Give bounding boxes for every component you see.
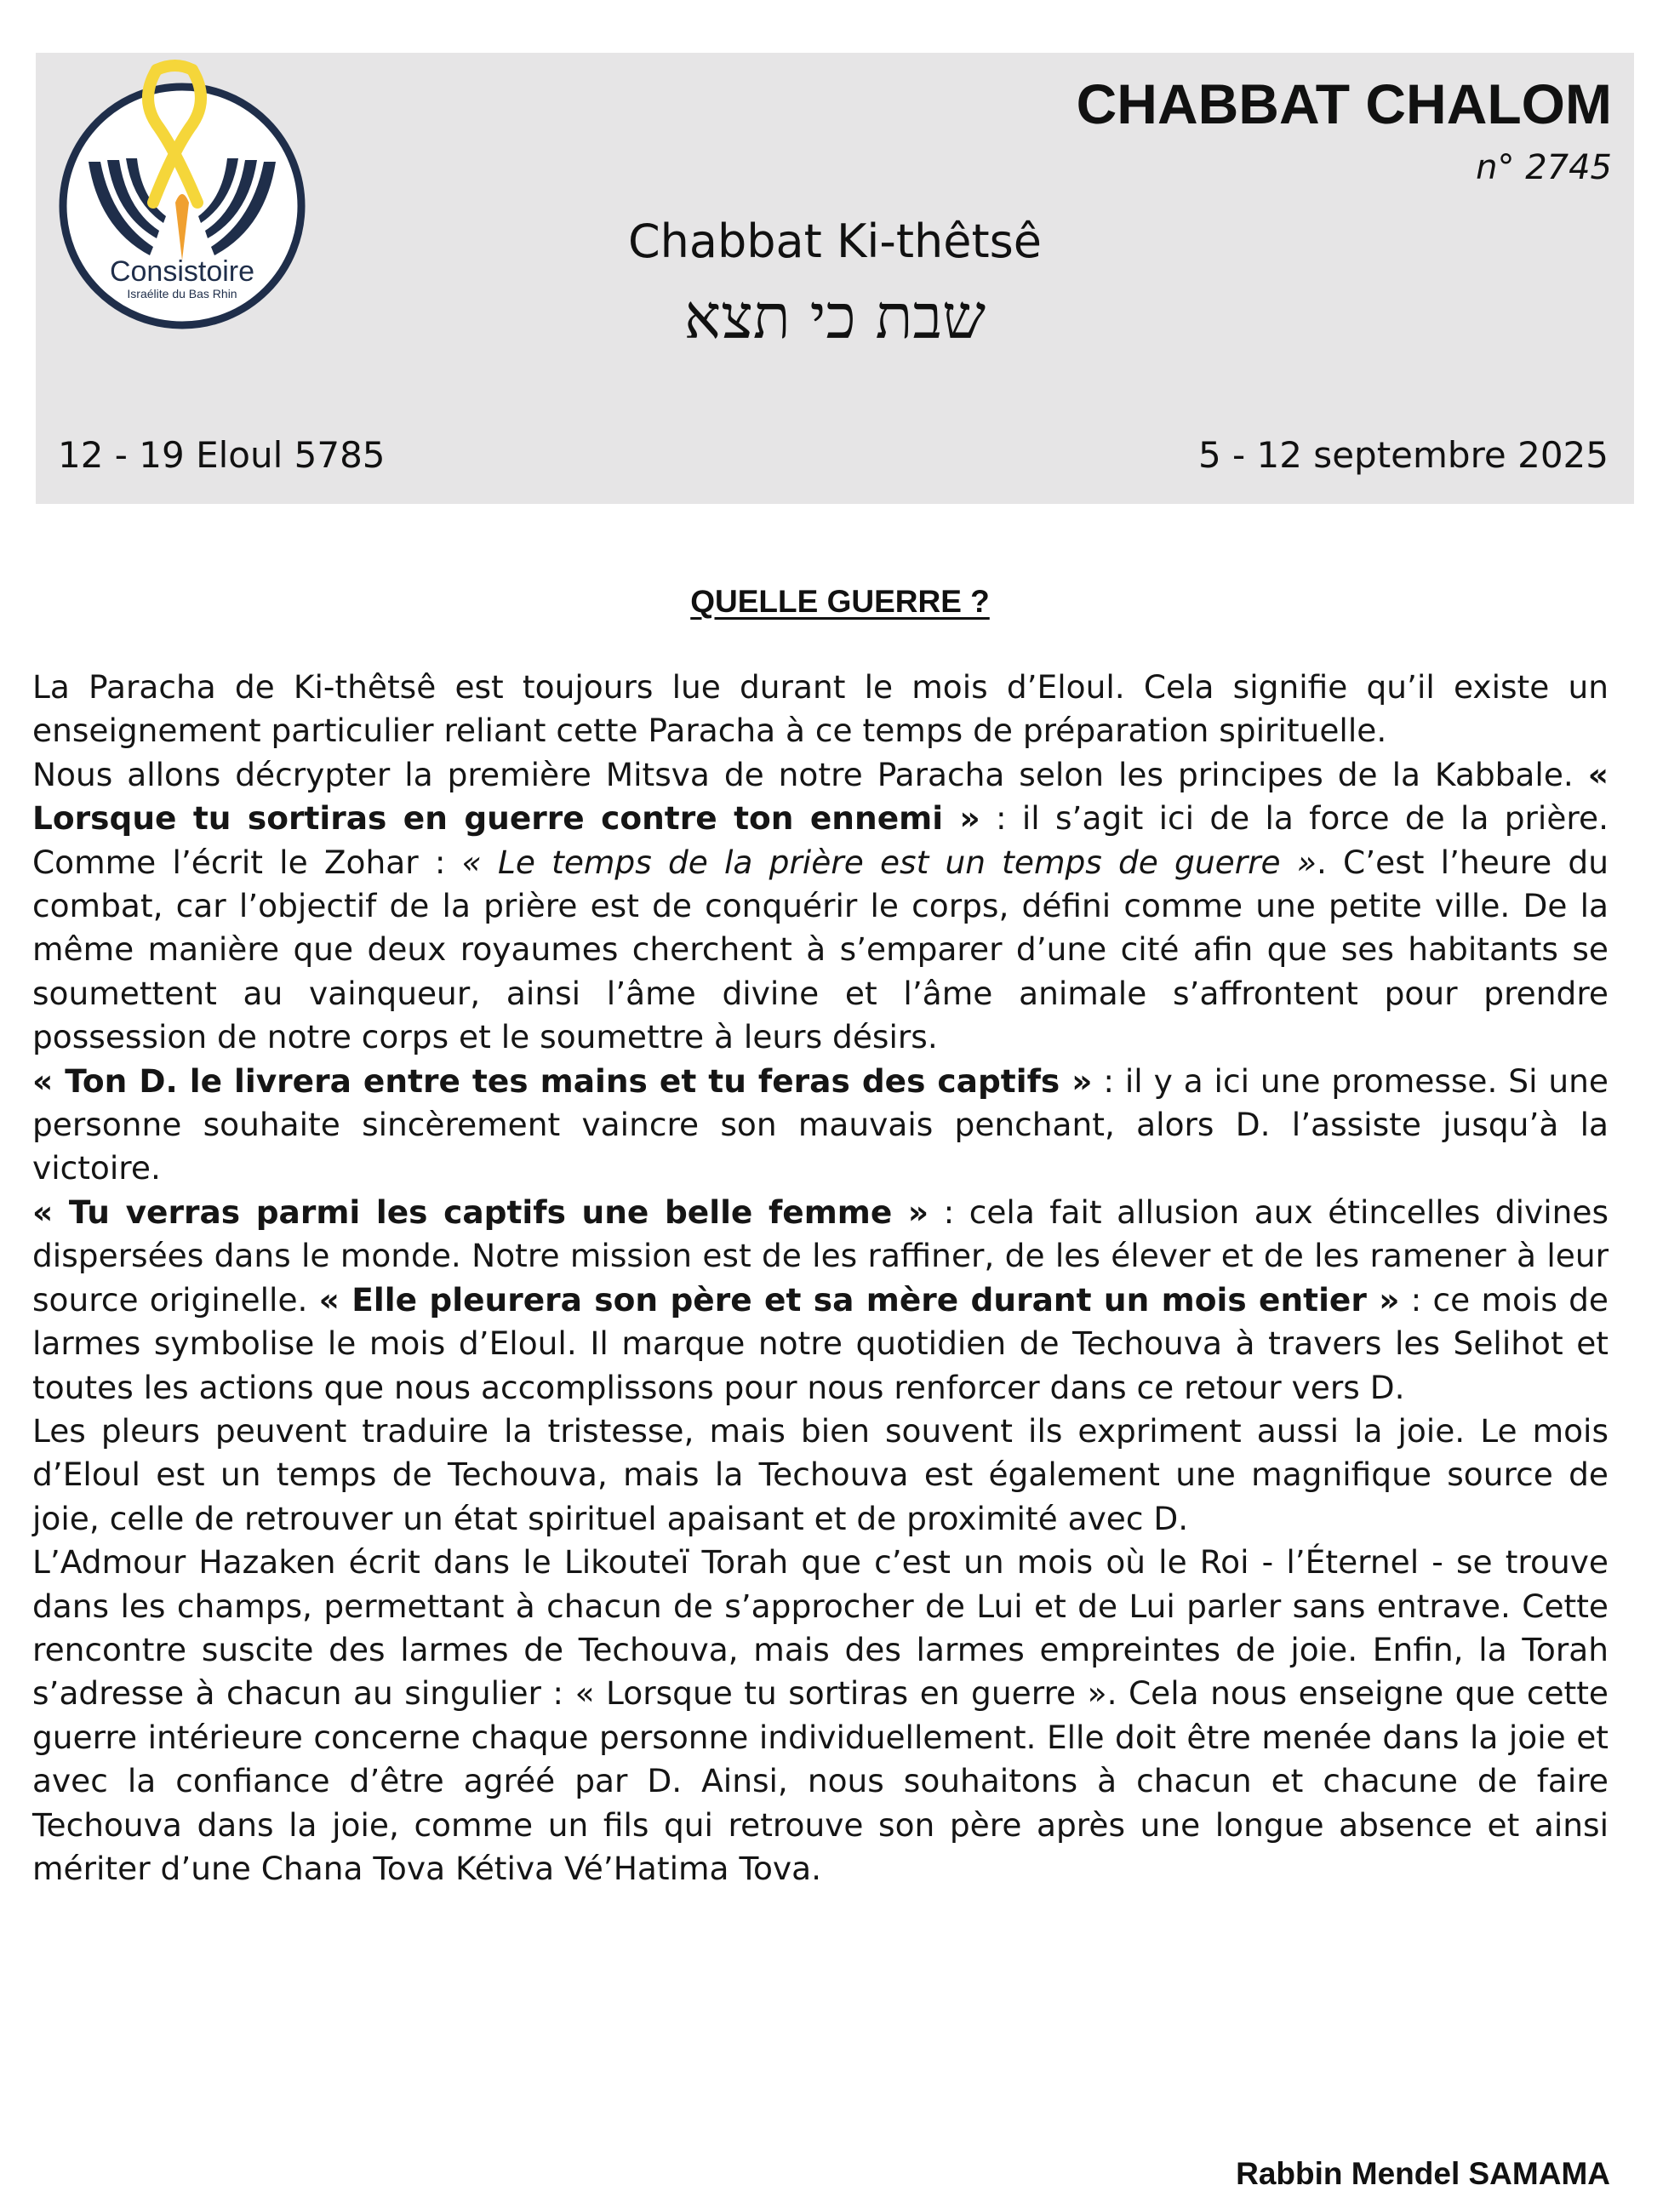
paragraph-3-text: : il y a ici une promesse. Si une personne souhaite sincèrement vaincre son mauvais penchant, alors D. l’assiste jusqu’à la victoire. (32, 1061, 1609, 1187)
paragraph-4-text-b: : ce mois de larmes symbolise le mois d’Eloul. Il marque notre quotidien de Techouva à travers les Selihot et toutes les actions que nous accomplissons pour nous renforcer dans ce retour vers D. (32, 1280, 1609, 1406)
paragraph-6: L’Admour Hazaken écrit dans le Likouteï Torah que c’est un mois où le Roi - l’Éternel - se trouve dans les champs, permettant à chacun de s’approcher de Lui et de Lui parler sans entrave. Cette rencontre suscite des larmes de Techouva, mais des larmes empreintes de joie. Enfin, la Torah s’adresse à chacun au singulier : « Lorsque tu sortiras en guerre ». Cela nous enseigne que cette guerre intérieure concerne chaque personne individuellement. Elle doit être menée dans la joie et avec la confiance d’être agréé par D. Ainsi, nous souhaitons à chacun et chacune de faire Techouva dans la joie, comme un fils qui retrouve son père après une longue absence et ainsi mériter d’une Chana Tova Kétiva Vé’Hatima Tova. (32, 1543, 1609, 1887)
header-banner (36, 53, 1634, 504)
article-title: QUELLE GUERRE ? (690, 584, 990, 619)
paragraph-4 (32, 1191, 1609, 1410)
parasha-hebrew-title: שבת כי תצא (683, 281, 986, 352)
brand-title: CHABBAT CHALOM (1076, 72, 1612, 135)
quote-sortiras-en-guerre: « Lorsque tu sortiras en guerre contre ton ennemi » (32, 755, 1609, 838)
parasha-name: Chabbat Ki-thêtsê (627, 215, 1043, 268)
paragraph-1: La Paracha de Ki-thêtsê est toujours lue durant le mois d’Eloul. Cela signifie qu’il existe un enseignement particulier reliant cette Paracha à ce temps de préparation spirituelle. (32, 668, 1609, 750)
quote-livrera-entre-tes-mains: « Ton D. le livrera entre tes mains et tu feras des captifs » (32, 1061, 1093, 1100)
author-signature: Rabbin Mendel SAMAMA (1236, 2156, 1610, 2191)
paragraph-2-text-a: Nous allons décrypter la première Mitsva de notre Paracha selon les principes de la Kabbale. (32, 755, 1588, 793)
paragraph-4-text-a: : cela fait allusion aux étincelles divines dispersées dans le monde. Notre mission est de les raffiner, de les élever et de les ramener à leur source originelle. (32, 1193, 1609, 1319)
paragraph-2-text-b: : il s’agit ici de la force de la prière. Comme l’écrit le Zohar : (32, 799, 1609, 881)
logo-text-main: Consistoire (109, 255, 255, 288)
paragraph-3 (32, 1060, 1609, 1191)
issue-number: n° 2745 (1476, 148, 1612, 187)
paragraph-2 (32, 753, 1609, 1060)
zohar-quote: « Le temps de la prière est un temps de guerre » (461, 843, 1317, 881)
article-body (32, 666, 1609, 1891)
quote-pleurera-son-pere: « Elle pleurera son père et sa mère durant un mois entier » (318, 1280, 1400, 1319)
gregorian-date: 5 - 12 septembre 2025 (1197, 434, 1609, 476)
logo-text-sub: Israélite du Bas Rhin (127, 287, 237, 300)
hebrew-date: 12 - 19 Eloul 5785 (58, 434, 386, 476)
quote-belle-femme: « Tu verras parmi les captifs une belle femme » (32, 1193, 929, 1231)
paragraph-5: Les pleurs peuvent traduire la tristesse, mais bien souvent ils expriment aussi la joie. Le mois d’Eloul est un temps de Techouva, mais la Techouva est également une magnifique source de joie, celle de retrouver un état spirituel apaisant et de proximité avec D. (32, 1411, 1609, 1537)
paragraph-2-text-c: . C’est l’heure du combat, car l’objectif de la prière est de conquérir le corps, défini comme une petite ville. De la même manière que deux royaumes cherchent à s’emparer d’une cité afin que ses habitants se soumettent au vainqueur, ainsi l’âme divine et l’âme animale s’affrontent pour prendre possession de notre corps et le soumettre à leurs désirs. (32, 843, 1609, 1056)
